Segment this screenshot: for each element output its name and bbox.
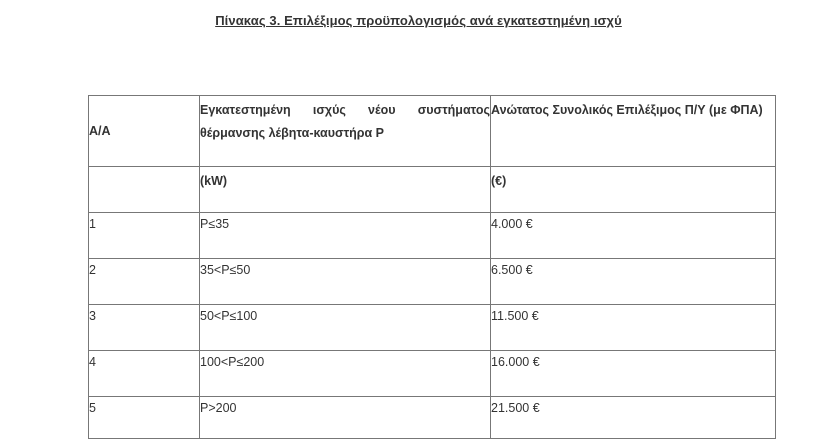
- unit-power: (kW): [200, 167, 491, 213]
- row-number: 1: [89, 213, 200, 259]
- table-units-row: [89, 167, 776, 213]
- row-max-budget: 16.000 €: [491, 351, 776, 397]
- header-aa: Α/Α: [89, 96, 200, 167]
- row-power-range: 35<P≤50: [200, 259, 491, 305]
- unit-budget: (€): [491, 167, 776, 213]
- row-number: 2: [89, 259, 200, 305]
- table-header-row: [89, 96, 776, 167]
- table-row: [89, 213, 776, 259]
- unit-aa: [89, 167, 200, 213]
- table-row: [89, 397, 776, 439]
- header-installed-power: Εγκατεστημένη ισχύς νέου συστήματος θέρμανσης λέβητα-καυστήρα P: [200, 96, 491, 167]
- row-max-budget: 4.000 €: [491, 213, 776, 259]
- header-max-budget: Ανώτατος Συνολικός Επιλέξιμος Π/Υ (με ΦΠΑ): [491, 96, 776, 167]
- row-power-range: P>200: [200, 397, 491, 439]
- row-power-range: 50<P≤100: [200, 305, 491, 351]
- row-number: 4: [89, 351, 200, 397]
- row-power-range: 100<P≤200: [200, 351, 491, 397]
- row-power-range: P≤35: [200, 213, 491, 259]
- table-title: Πίνακας 3. Επιλέξιμος προϋπολογισμός ανά εγκατεστημένη ισχύ: [215, 13, 622, 28]
- table-row: [89, 259, 776, 305]
- row-max-budget: 6.500 €: [491, 259, 776, 305]
- table-row: [89, 305, 776, 351]
- row-number: 5: [89, 397, 200, 439]
- row-number: 3: [89, 305, 200, 351]
- table-row: [89, 351, 776, 397]
- row-max-budget: 21.500 €: [491, 397, 776, 439]
- row-max-budget: 11.500 €: [491, 305, 776, 351]
- budget-table: [88, 95, 776, 439]
